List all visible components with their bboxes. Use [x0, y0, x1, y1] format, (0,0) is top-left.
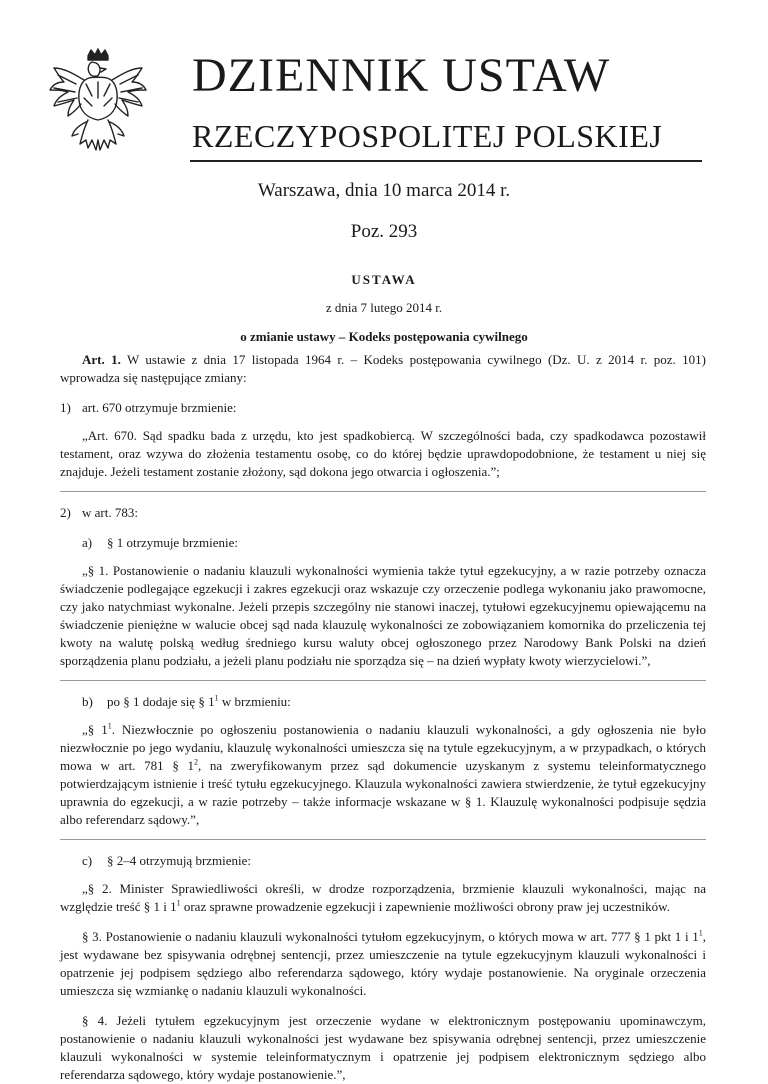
- article-label: Art. 1.: [82, 352, 121, 367]
- item-lead: art. 670 otrzymuje brzmienie:: [82, 400, 237, 415]
- act-date: z dnia 7 lutego 2014 r.: [325, 300, 443, 315]
- sub-item-a: [60, 534, 706, 670]
- article-intro-text: W ustawie z dnia 17 listopada 1964 r. – Kodeks postępowania cywilnego (Dz. U. z 2014 r. poz. 101) wprowadza się następujące zmiany:: [60, 352, 706, 385]
- item-separator: [60, 680, 706, 681]
- article-1-intro: [60, 351, 706, 387]
- item-number: 2): [60, 505, 71, 520]
- amendment-item-2: [60, 504, 706, 1084]
- header-divider: [190, 160, 702, 162]
- quoted-provision: § 3. Postanowienie o nadaniu klauzuli wykonalności tytułom egzekucyjnym, o których mowa w art. 777 § 1 pkt 1 i $1^1$, jest wydawane bez spisywania odrębnej sentencji, przez umieszczenie na tytule egzekucyjnym klauzuli wykonalności i opatrzenie jej podpisem sędziego albo referendarza sądowego, który wydaje postanowienie. Na oryginale orzeczenia umieszcza się wzmiankę o nadaniu klauzuli wykonalności.: [60, 928, 706, 998]
- item-lead: w art. 783:: [82, 505, 138, 520]
- item-number: 1): [60, 400, 71, 415]
- quoted-provision: „Art. 670. Sąd spadku bada z urzędu, kto jest spadkobiercą. W szczególności bada, czy spadkodawca pozostawił testament, oraz wzywa do złożenia testamentu osobę, co do której będzie uprawdopodobnione, że testament u niej się znajduje. Jeżeli testament zostanie złożony, sąd dokona jego otwarcia i ogłoszenia.”;: [60, 428, 706, 479]
- gazette-title: DZIENNIK USTAW: [192, 49, 611, 102]
- sub-item-lead: § 2–4 otrzymują brzmienie:: [107, 853, 252, 868]
- sub-item-c: [60, 852, 706, 1084]
- act-type: USTAWA: [351, 272, 417, 287]
- quoted-provision: „§ 1. Postanowienie o nadaniu klauzuli wykonalności wymienia także tytuł egzekucyjny, a w razie potrzeby oznacza świadczenie podlegające egzekucji i zakres egzekucji oraz wskazuje czy orzeczenie podlega wykonaniu jako prawomocne, czy jako natychmiast wykonalne. Jeżeli przepis szczególny nie stanowi inaczej, tytułowi egzekucyjnemu opiewającemu na świadczenie pieniężne w walucie obcej sąd nada klauzulę wykonalności ze zobowiązaniem komornika do przeliczenia tej kwoty na walutę polską według średniego kursu waluty obcej ogłoszonego przez Narodowy Bank Polski na dzień sporządzenia planu podziału, a jeżeli planu podziału nie sporządza się – na dzień wypłaty kwoty wierzycielowi.”,: [60, 563, 706, 668]
- item-separator: [60, 839, 706, 840]
- sub-item-lead: § 1 otrzymuje brzmienie:: [107, 535, 239, 550]
- item-separator: [60, 491, 706, 492]
- sub-item-letter: b): [82, 694, 93, 709]
- gazette-subtitle: RZECZYPOSPOLITEJ POLSKIEJ: [192, 118, 663, 154]
- polish-eagle-emblem-icon: [48, 48, 148, 158]
- sub-item-letter: c): [82, 853, 93, 868]
- quoted-provision: „§ 2. Minister Sprawiedliwości określi, w drodze rozporządzenia, brzmienie klauzuli wykonalności, mając na względzie treść § 1 i $1^1$ oraz sprawne prowadzenie egzekucji i zapewnienie możliwości obrony praw jej uczestników.: [60, 881, 706, 914]
- position-number: Poz. 293: [350, 221, 418, 242]
- act-content: [60, 348, 706, 1084]
- quoted-provision: „§ $1^1$. Niezwłocznie po ogłoszeniu postanowienia o nadaniu klauzuli wykonalności, a gdy ogłoszenia nie było niezwłocznie po jego wydaniu, klauzulę wykonalności umieszcza się na tytule egzekucyjnym, a w przypadkach, o których mowa w art. 781 § $1^2$, na zweryfikowanym przez sąd dokumencie uzyskanym z systemu teleinformatycznego potwierdzającym istnienie i treść tytułu egzekucyjnego. Klauzula wykonalności zawiera stwierdzenie, że tytuł egzekucyjny uprawnia do egzekucji, a w razie potrzeby – także informacje wskazane w § 1. Klauzulę wykonalności podpisuje sędzia albo referendarz sądowy.”,: [60, 721, 706, 827]
- sub-item-b: [60, 693, 706, 829]
- publication-date: Warszawa, dnia 10 marca 2014 r.: [257, 180, 511, 201]
- act-subject: o zmianie ustawy – Kodeks postępowania cywilnego: [240, 329, 528, 344]
- sub-item-lead: po § 1 dodaje się § $1^1$ w brzmieniu:: [107, 693, 291, 709]
- quoted-provision: § 4. Jeżeli tytułem egzekucyjnym jest orzeczenie wydane w elektronicznym postępowaniu upominawczym, postanowienie o nadaniu klauzuli wykonalności jest wydawane bez spisywania odrębnej sentencji, przez umieszczenie klauzuli wykonalności w systemie teleinformatycznym i opatrzenie jej podpisem elektronicznym sędziego albo referendarza sądowego, który wydaje postanowienie.”,: [60, 1013, 706, 1082]
- sub-item-letter: a): [82, 535, 93, 550]
- amendment-item-1: [60, 399, 706, 481]
